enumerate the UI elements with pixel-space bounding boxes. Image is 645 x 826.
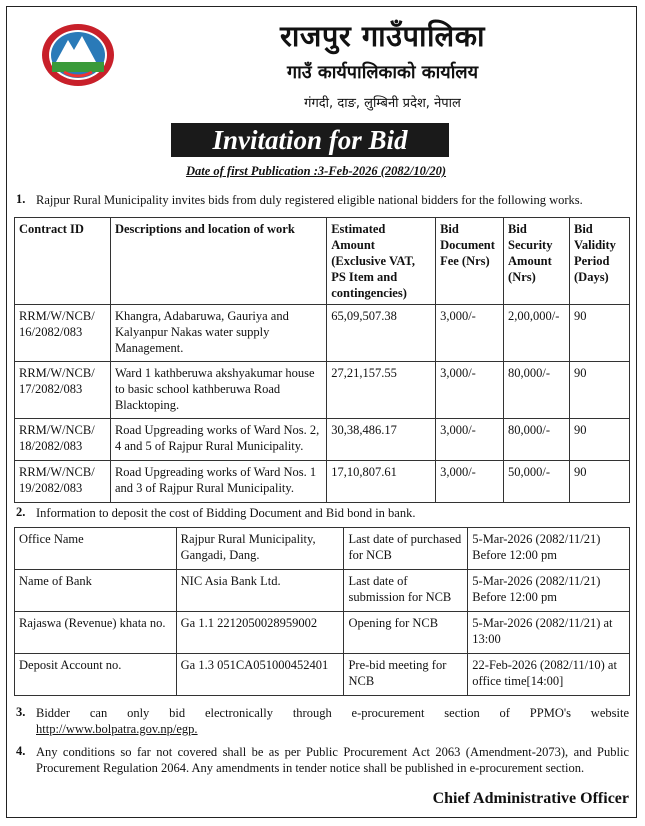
table-row — [15, 305, 630, 362]
document-fee: 3,000/- — [436, 461, 504, 503]
section-1-text: Rajpur Rural Municipality invites bids from duly registered eligible national bidders for the following works. — [36, 193, 583, 207]
table-row — [15, 570, 630, 612]
section-4-number: 4. — [16, 744, 26, 758]
works-table — [14, 217, 630, 503]
col-description: Descriptions and location of work — [110, 218, 326, 305]
deposit-info-table — [14, 527, 630, 696]
estimated-amount: 17,10,807.61 — [327, 461, 436, 503]
validity: 90 — [570, 305, 630, 362]
estimated-amount: 27,21,157.55 — [327, 362, 436, 419]
col-document-fee: Bid Document Fee (Nrs) — [436, 218, 504, 305]
estimated-amount: 30,38,486.17 — [327, 419, 436, 461]
bid-security: 2,00,000/- — [504, 305, 570, 362]
info-label: Rajaswa (Revenue) khata no. — [15, 612, 177, 654]
date-value: 5-Mar-2026 (2082/11/21) Before 12:00 pm — [468, 528, 630, 570]
date-value: 5-Mar-2026 (2082/11/21) Before 12:00 pm — [468, 570, 630, 612]
section-3-text: Bidder can only bid electronically through e-procurement section of PPMO's website — [36, 706, 629, 720]
nepal-emblem-icon — [40, 22, 116, 88]
document-fee: 3,000/- — [436, 305, 504, 362]
info-value: Rajpur Rural Municipality, Gangadi, Dang. — [176, 528, 344, 570]
table-row — [15, 654, 630, 696]
signature-title: Chief Administrative Officer — [432, 790, 629, 807]
info-label: Name of Bank — [15, 570, 177, 612]
section-2-text: Information to deposit the cost of Bidding Document and Bid bond in bank. — [36, 506, 416, 520]
publication-date: Date of first Publication :3-Feb-2026 (2082/10/20) — [185, 164, 447, 178]
table-row — [15, 461, 630, 503]
validity: 90 — [570, 362, 630, 419]
section-1-number: 1. — [16, 192, 26, 206]
contract-id: RRM/W/NCB/ 17/2082/083 — [15, 362, 111, 419]
bid-security: 80,000/- — [504, 362, 570, 419]
bid-security: 80,000/- — [504, 419, 570, 461]
section-3-number: 3. — [16, 705, 26, 719]
date-label: Opening for NCB — [344, 612, 468, 654]
document-fee: 3,000/- — [436, 419, 504, 461]
work-description: Khangra, Adabaruwa, Gauriya and Kalyanpur Nakas water supply Management. — [110, 305, 326, 362]
work-description: Ward 1 kathberuwa akshyakumar house to basic school kathberuwa Road Blacktoping. — [110, 362, 326, 419]
section-2-number: 2. — [16, 505, 26, 519]
info-label: Deposit Account no. — [15, 654, 177, 696]
info-value: Ga 1.3 051CA051000452401 — [176, 654, 344, 696]
table-row — [15, 612, 630, 654]
municipality-title: राजपुर गाउँपालिका — [280, 19, 485, 53]
bolpatra-link[interactable]: http://www.bolpatra.gov.np/egp. — [36, 722, 198, 736]
estimated-amount: 65,09,507.38 — [327, 305, 436, 362]
table-row — [15, 528, 630, 570]
invitation-banner: Invitation for Bid — [171, 123, 449, 157]
work-description: Road Upgreading works of Ward Nos. 1 and 3 of Rajpur Rural Municipality. — [110, 461, 326, 503]
col-validity: Bid Validity Period (Days) — [570, 218, 630, 305]
section-4-text: Any conditions so far not covered shall be as per Public Procurement Act 2063 (Amendment-2073), and Public Procurement Regulation 2064. Any amendments in tender notice shall be published in e-procurement section. — [36, 745, 629, 775]
contract-id: RRM/W/NCB/ 18/2082/083 — [15, 419, 111, 461]
validity: 90 — [570, 419, 630, 461]
col-bid-security: Bid Security Amount (Nrs) — [504, 218, 570, 305]
table-row — [15, 362, 630, 419]
col-estimated-amount: Estimated Amount (Exclusive VAT, PS Item and contingencies) — [327, 218, 436, 305]
contract-id: RRM/W/NCB/ 19/2082/083 — [15, 461, 111, 503]
date-label: Pre-bid meeting for NCB — [344, 654, 468, 696]
validity: 90 — [570, 461, 630, 503]
contract-id: RRM/W/NCB/ 16/2082/083 — [15, 305, 111, 362]
info-label: Office Name — [15, 528, 177, 570]
works-table-header — [15, 218, 630, 305]
bid-security: 50,000/- — [504, 461, 570, 503]
office-address: गंगदी, दाङ, लुम्बिनी प्रदेश, नेपाल — [304, 96, 461, 111]
table-row — [15, 419, 630, 461]
info-value: NIC Asia Bank Ltd. — [176, 570, 344, 612]
info-value: Ga 1.1 2212050028959002 — [176, 612, 344, 654]
work-description: Road Upgreading works of Ward Nos. 2, 4 and 5 of Rajpur Rural Municipality. — [110, 419, 326, 461]
date-label: Last date of submission for NCB — [344, 570, 468, 612]
col-contract-id: Contract ID — [15, 218, 111, 305]
document-fee: 3,000/- — [436, 362, 504, 419]
date-label: Last date of purchased for NCB — [344, 528, 468, 570]
date-value: 5-Mar-2026 (2082/11/21) at 13:00 — [468, 612, 630, 654]
office-subtitle: गाउँ कार्यपालिकाको कार्यालय — [286, 62, 479, 83]
date-value: 22-Feb-2026 (2082/11/10) at office time[14:00] — [468, 654, 630, 696]
